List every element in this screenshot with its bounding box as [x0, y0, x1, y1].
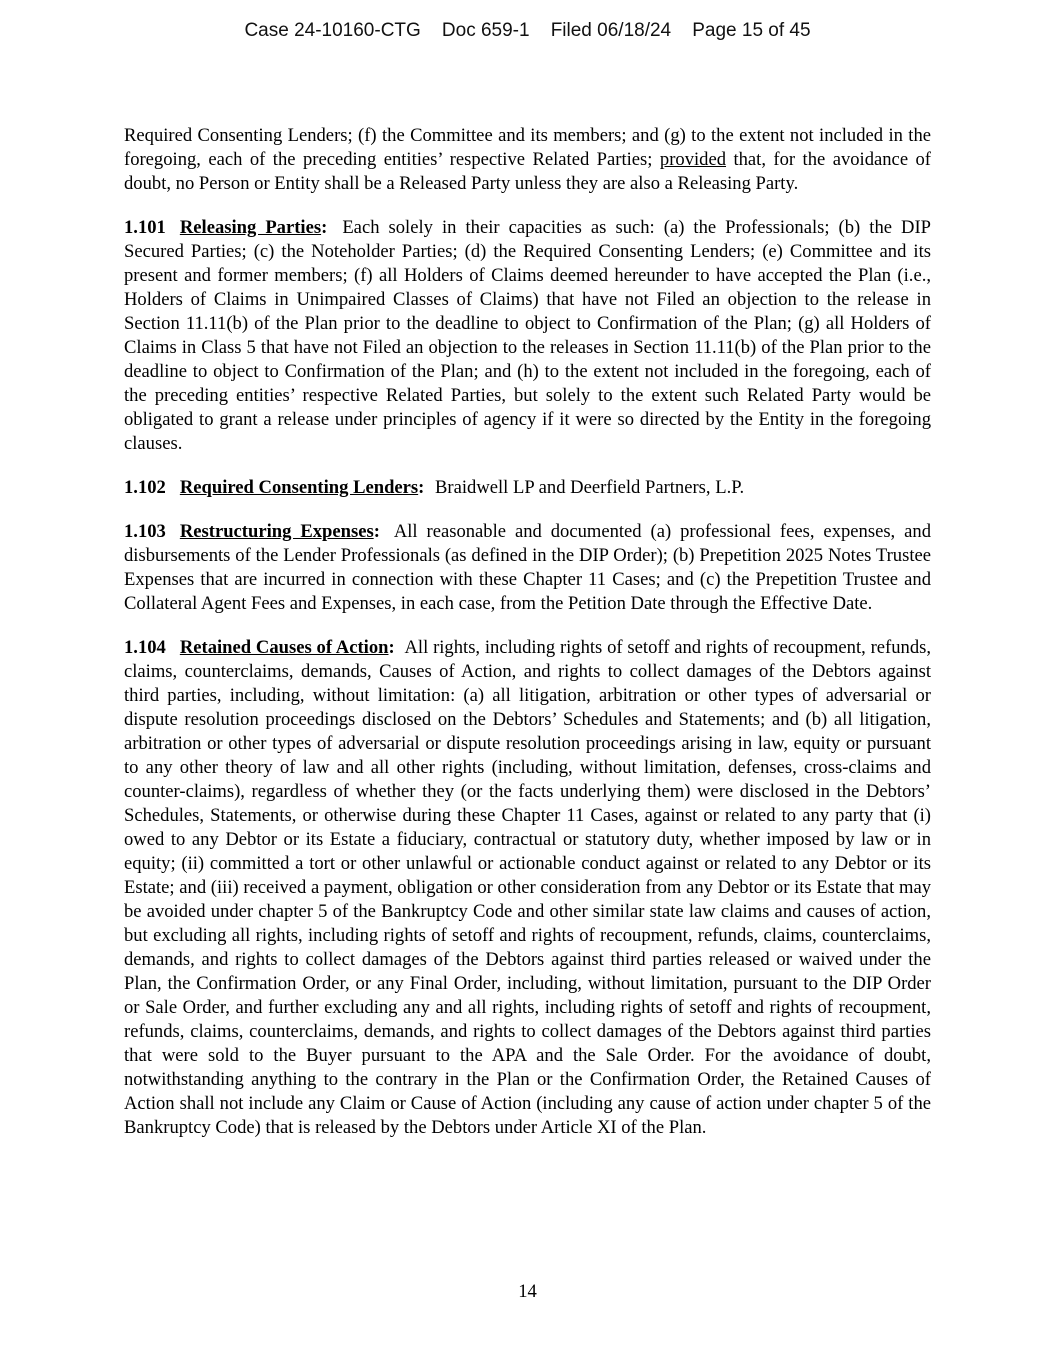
- section-1-104: 1.104 Retained Causes of Action: All rights, including rights of setoff and rights of recoupment, refunds, claims, counterclaims, demands, Causes of Action, and rights to collect damages of the Debtors against third parties, including, without limitation: (a) all litigation, arbitration or other types of adversarial or dispute resolution proceedings disclosed on the Debtors’ Schedules and Statements; and (b) all litigation, arbitration or other types of adversarial or dispute resolution proceedings arising in law, equity or pursuant to any other theory of law and all other rights (including, without limitation, defenses, cross-claims and counter-claims), regardless of whether they (or the facts underlying them) were disclosed in the Debtors’ Schedules, Statements, or otherwise during these Chapter 11 Cases, against or related to any party that (i) owed to any Debtor or its Estate a fiduciary, contractual or statutory duty, whether imposed by law or in equity; (ii) committed a tort or other unlawful or actionable conduct against or related to any Debtor or its Estate; and (iii) received a payment, obligation or other consideration from any Debtor or its Estate that may be avoided under chapter 5 of the Bankruptcy Code and other similar state law claims and causes of action, but excluding all rights, including rights of setoff and rights of recoupment, refunds, claims, counterclaims, demands, and rights to collect damages of the Debtors against third parties released or waived under the Plan, the Confirmation Order, or any Final Order, including, without limitation, pursuant to the DIP Order or Sale Order, and further excluding any and all rights, including rights of setoff and rights of recoupment, refunds, claims, counterclaims, demands, and rights to collect damages of the Debtors against third parties that were sold to the Buyer pursuant to the APA and the Sale Order. For the avoidance of doubt, notwithstanding anything to the contrary in the Plan or the Confirmation Order, the Retained Causes of Action shall not include any Claim or Cause of Action (including any cause of action under chapter 5 of the Bankruptcy Code) that is released by the Debtors under Article XI of the Plan.: [124, 637, 932, 1138]
- section-text: All rights, including rights of setoff and rights of recoupment, refunds, claims, counterclaims, demands, Causes of Action, and rights to collect damages of the Debtors against third parties, including, without limitation: (a) all litigation, arbitration or other types of adversarial or dispute resolution proceedings disclosed on the Debtors’ Schedules and Statements; and (b) all litigation, arbitration or other types of adversarial or dispute resolution proceedings arising in law, equity or pursuant to any other theory of law and all other rights (including, without limitation, defenses, cross-claims and counter-claims), regardless of whether they (or the facts underlying them) were disclosed in the Debtors’ Schedules, Statements, or otherwise during these Chapter 11 Cases, against or related to any party that (i) owed to any Debtor or its Estate a fiduciary, contractual or statutory duty, whether imposed by law or in equity; (ii) committed a tort or other unlawful or actionable conduct against or related to any Debtor or its Estate; and (iii) received a payment, obligation or other consideration from any Debtor or its Estate that may be avoided under chapter 5 of the Bankruptcy Code and other similar state law claims and causes of action, but excluding all rights, including rights of setoff and rights of recoupment, refunds, claims, counterclaims, demands, and rights to collect damages of the Debtors against third parties released or waived under the Plan, the Confirmation Order, or any Final Order, including, without limitation, pursuant to the DIP Order or Sale Order, and further excluding any and all rights, including rights of setoff and rights of recoupment, refunds, claims, counterclaims, demands, and rights to collect damages of the Debtors against third parties that were sold to the Buyer pursuant to the APA and the Sale Order. For the avoidance of doubt, notwithstanding anything to the contrary in the Plan or the Confirmation Order, the Retained Causes of Action shall not include any Claim or Cause of Action (including any cause of action under chapter 5 of the Bankruptcy Code) that is released by the Debtors under Article XI of the Plan.: [124, 637, 932, 1138]
- section-number: 1.101: [124, 217, 166, 238]
- section-number: 1.104: [124, 637, 166, 658]
- section-text: Each solely in their capacities as such: (a) the Professionals; (b) the DIP Secured Parties; (c) the Noteholder Parties; (d) the Required Consenting Lenders; (e) Committee and its present and former members; (f) all Holders of Claims deemed hereunder to have accepted the Plan (i.e., Holders of Claims in Unimpaired Classes of Claims) that have not Filed an objection to the release in Section 11.11(b) of the Plan prior to the deadline to object to Confirmation of the Plan; (g) all Holders of Claims in Class 5 that have not Filed an objection to the releases in Section 11.11(b) of the Plan prior to the deadline to object to Confirmation of the Plan; and (h) to the extent not included in the foregoing, each of the preceding entities’ respective Related Parties, but solely to the extent such Related Party would be obligated to grant a release under principles of agency if it were so directed by the Entity in the foregoing clauses.: [124, 217, 931, 454]
- section-1-101: 1.101 Releasing Parties: Each solely in their capacities as such: (a) the Professionals; (b) the DIP Secured Parties; (c) the Noteholder Parties; (d) the Required Consenting Lenders; (e) Committee and its present and former members; (f) all Holders of Claims deemed hereunder to have accepted the Plan (i.e., Holders of Claims in Unimpaired Classes of Claims) that have not Filed an objection to the release in Section 11.11(b) of the Plan prior to the deadline to object to Confirmation of the Plan; (g) all Holders of Claims in Class 5 that have not Filed an objection to the releases in Section 11.11(b) of the Plan prior to the deadline to object to Confirmation of the Plan; and (h) to the extent not included in the foregoing, each of the preceding entities’ respective Related Parties, but solely to the extent such Related Party would be obligated to grant a release under principles of agency if it were so directed by the Entity in the foregoing clauses.: [124, 217, 931, 454]
- section-1-102: 1.102 Required Consenting Lenders: Braidwell LP and Deerfield Partners, L.P.: [124, 477, 745, 498]
- section-text: All reasonable and documented (a) professional fees, expenses, and disbursements of the Lender Professionals (as defined in the DIP Order); (b) Prepetition 2025 Notes Trustee Expenses that are incurred in connection with these Chapter 11 Cases; and (c) the Prepetition Trustee and Collateral Agent Fees and Expenses, in each case, from the Petition Date through the Effective Date.: [124, 521, 931, 614]
- page-number: 14: [518, 1281, 537, 1302]
- defined-term: Restructuring Expenses: [179, 521, 374, 542]
- section-number: 1.102: [124, 477, 166, 498]
- defined-term: Releasing Parties: [179, 217, 322, 238]
- carryover-paragraph: [124, 124, 931, 196]
- defined-term: Required Consenting Lenders: [179, 477, 419, 498]
- case-header-stamp: Case 24-10160-CTG Doc 659-1 Filed 06/18/24 Page 15 of 45: [244, 20, 811, 41]
- document-body: [124, 124, 931, 1160]
- carryover-text-after: that, for the avoidance of doubt, no Person or Entity shall be a Released Party unless they are also a Releasing Party.: [124, 149, 931, 194]
- provided-term: provided: [659, 149, 727, 170]
- section-number: 1.103: [124, 521, 166, 542]
- section-1-103: 1.103 Restructuring Expenses: All reasonable and documented (a) professional fees, expenses, and disbursements of the Lender Professionals (as defined in the DIP Order); (b) Prepetition 2025 Notes Trustee Expenses that are incurred in connection with these Chapter 11 Cases; and (c) the Prepetition Trustee and Collateral Agent Fees and Expenses, in each case, from the Petition Date through the Effective Date.: [124, 521, 931, 614]
- section-text: Braidwell LP and Deerfield Partners, L.P.: [435, 477, 745, 498]
- defined-term: Retained Causes of Action: [179, 637, 389, 658]
- carryover-text-before: Required Consenting Lenders; (f) the Committee and its members; and (g) to the extent not included in the foregoing, each of the preceding entities’ respective Related Parties;: [124, 125, 931, 170]
